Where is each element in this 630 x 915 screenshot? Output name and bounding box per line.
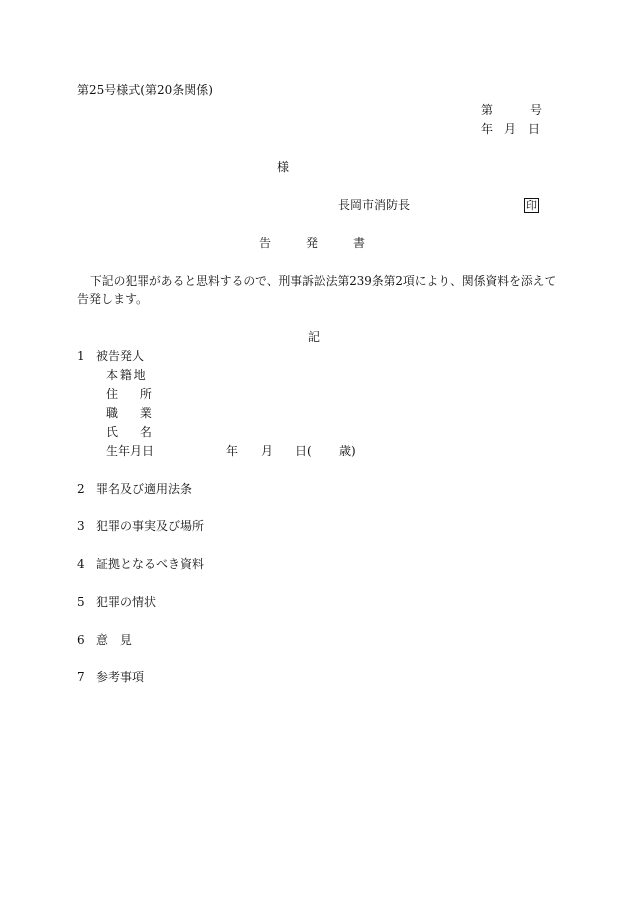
document-number-prefix: 第 <box>481 103 494 117</box>
ki-heading: 記 <box>308 330 321 344</box>
shimei-label: 氏 名 <box>106 425 152 439</box>
form-number: 第25号様式(第20条関係) <box>77 83 213 97</box>
item-2-number: 2 <box>77 482 85 496</box>
item-7-number: 7 <box>77 670 85 684</box>
seal-mark: 印 <box>526 199 537 212</box>
date-day: 日 <box>528 122 541 136</box>
item-6-number: 6 <box>77 633 85 647</box>
item-4-label: 証拠となるべき資料 <box>96 557 205 571</box>
item-1-number: 1 <box>77 349 85 363</box>
document-number-suffix: 号 <box>530 103 543 117</box>
birthdate-year: 年 <box>226 444 239 458</box>
title-char-3: 書 <box>353 236 366 250</box>
birthdate-age: 歳) <box>339 444 356 458</box>
item-5-label: 犯罪の情状 <box>96 595 157 609</box>
item-2-label: 罪名及び適用法条 <box>96 482 193 496</box>
item-3-number: 3 <box>77 519 85 533</box>
title-char-1: 告 <box>259 236 272 250</box>
body-line-1: 下記の犯罪があると思料するので、刑事訴訟法第239条第2項により、関係資料を添えて <box>90 274 557 288</box>
birthdate-day: 日( <box>295 444 312 458</box>
item-1-label: 被告発人 <box>96 349 145 363</box>
title-char-2: 発 <box>306 236 319 250</box>
item-3-label: 犯罪の事実及び場所 <box>96 519 205 533</box>
item-5-number: 5 <box>77 595 85 609</box>
item-4-number: 4 <box>77 557 85 571</box>
jusho-label: 住 所 <box>106 387 152 401</box>
body-line-2: 告発します。 <box>77 292 149 306</box>
shokugyo-label: 職 業 <box>106 406 152 420</box>
item-7-label: 参考事項 <box>96 670 145 684</box>
birthdate-month: 月 <box>261 444 274 458</box>
date-month: 月 <box>504 122 517 136</box>
birthdate-label: 生年月日 <box>106 444 155 458</box>
sender-title: 長岡市消防長 <box>338 198 411 212</box>
item-6-label: 意 見 <box>96 633 132 647</box>
addressee-honorific: 様 <box>277 160 290 174</box>
date-year: 年 <box>481 122 494 136</box>
honseki-label: 本 籍 地 <box>106 368 146 382</box>
